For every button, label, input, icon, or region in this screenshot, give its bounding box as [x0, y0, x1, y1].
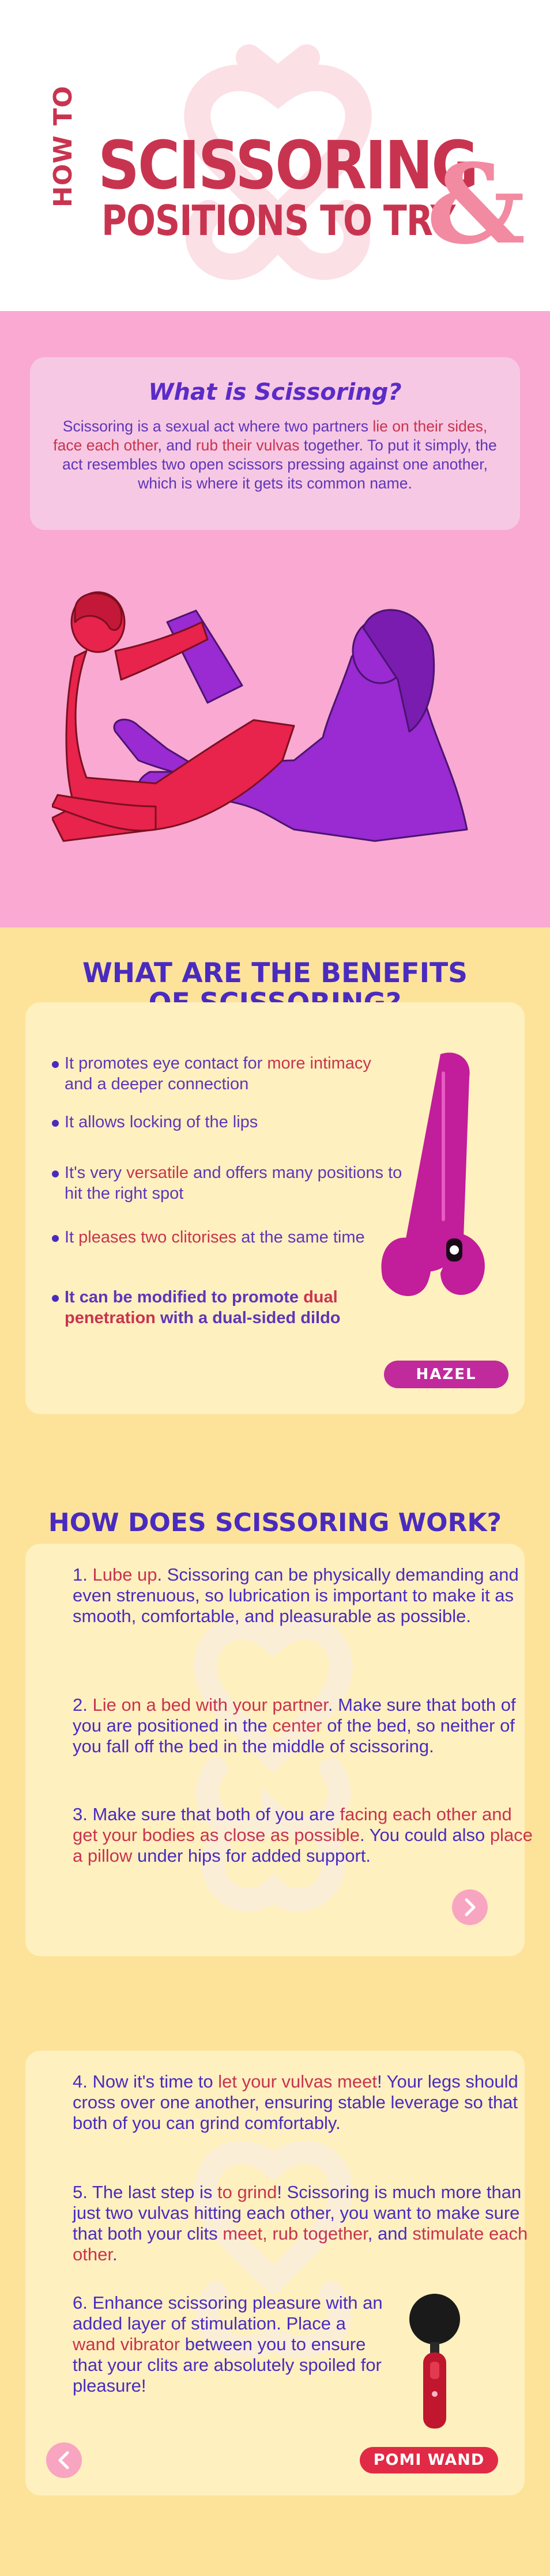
step-highlight: Lie on a bed with your partner [92, 1695, 328, 1715]
benefit-highlight: more intimacy [267, 1054, 371, 1073]
step-item [73, 1804, 534, 1866]
step-highlight: center [272, 1715, 322, 1736]
benefit-text: It's very [65, 1164, 127, 1182]
step-text: 3. Make sure that both of you are [73, 1804, 340, 1824]
pomi-wand-product-image [394, 2293, 475, 2431]
what-is-highlight-1: lie on their sides, face each other [53, 418, 488, 454]
step-highlight: meet, rub together [223, 2223, 368, 2244]
heart-knot-watermark-icon [169, 1596, 377, 1918]
next-button[interactable] [452, 1889, 488, 1925]
step-text: 6. Enhance scissoring pleasure with an added layer of stimulation. Place a [73, 2293, 383, 2333]
hazel-product-label[interactable]: HAZEL [384, 1361, 508, 1388]
benefit-text: It allows locking of the lips [65, 1113, 258, 1131]
bullet-dot-icon [52, 1170, 59, 1177]
what-is-text-3: together. To put it simply, the act resembles two open scissors pressing against one another, which is where it gets its common name. [62, 437, 497, 492]
step-text: . You could also [360, 1825, 490, 1845]
step-item [73, 2182, 534, 2265]
benefit-item [65, 1112, 387, 1132]
benefit-highlight: pleases two clitorises [78, 1228, 237, 1247]
step-text: 2. [73, 1695, 93, 1715]
benefit-text: It can be modified to promote [65, 1288, 304, 1306]
what-is-text-1: Scissoring is a sexual act where two partners [62, 418, 373, 435]
benefit-item [65, 1053, 387, 1094]
benefit-item [65, 1227, 387, 1248]
chevron-right-icon [452, 1889, 488, 1925]
benefit-text: It promotes eye contact for [65, 1054, 268, 1073]
what-is-section [0, 311, 550, 927]
step-text: , and [367, 2223, 413, 2244]
yellow-section [0, 927, 550, 2576]
benefit-text: and a deeper connection [65, 1075, 249, 1093]
hero-section [0, 0, 550, 311]
step-highlight: facing each other and get your bodies as close as possible [73, 1804, 512, 1845]
benefit-highlight: versatile [126, 1164, 189, 1182]
how-to-label: HOW TO [48, 85, 78, 207]
what-is-highlight-2: rub their vulvas [195, 437, 300, 454]
benefits-title-line-1: WHAT ARE THE BENEFITS [82, 957, 468, 989]
benefit-item [65, 1162, 410, 1204]
step-text: 4. Now it's time to [73, 2071, 219, 2092]
pomi-wand-product-label[interactable]: POMI WAND [360, 2447, 498, 2473]
step-text: ! Your legs should cross over one another, ensuring stable leverage so that both of you can grind comfortably. [73, 2071, 518, 2133]
bullet-dot-icon [52, 1120, 59, 1127]
benefit-text: at the same time [236, 1228, 365, 1247]
what-is-text [53, 417, 497, 493]
steps-card-2 [25, 2051, 528, 2495]
benefit-text: and offers many positions to hit the right spot [65, 1164, 402, 1203]
step-highlight: let your vulvas meet [218, 2071, 377, 2092]
step-highlight: wand vibrator [73, 2334, 180, 2354]
step-item [73, 2293, 384, 2396]
previous-button[interactable] [46, 2442, 82, 2478]
what-is-text-2: , and [157, 437, 196, 454]
benefits-card [25, 1002, 525, 1414]
step-item [73, 2071, 534, 2134]
step-highlight: Lube up [92, 1564, 157, 1585]
step-highlight: stimulate each other [73, 2223, 528, 2264]
step-item [73, 1695, 534, 1757]
title-line-2: POSITIONS TO TRY [101, 197, 455, 245]
benefit-text: with a dual-sided dildo [155, 1309, 341, 1327]
step-text: under hips for added support. [132, 1846, 371, 1866]
step-text: . [112, 2244, 118, 2264]
hazel-product-image [371, 1048, 498, 1313]
step-text: 5. The last step is [73, 2182, 217, 2202]
step-text: . Scissoring can be physically demanding and even strenuous, so lubrication is important to make it as smooth, comfortable, and pleasurable as possible. [73, 1564, 519, 1626]
how-works-card [25, 1544, 533, 1956]
chevron-left-icon [46, 2442, 82, 2478]
step-item [73, 1564, 534, 1627]
bullet-dot-icon [52, 1235, 59, 1242]
step-text: ! Scissoring is much more than just two vulvas hitting each other, you want to make sure that both your clits [73, 2182, 522, 2244]
what-is-card [30, 357, 520, 530]
how-works-title: HOW DOES SCISSORING WORK? [48, 1508, 502, 1537]
benefit-text: It [65, 1228, 79, 1247]
benefit-highlight: dual penetration [65, 1288, 338, 1327]
step-highlight: to grind [217, 2182, 277, 2202]
couple-illustration [52, 588, 496, 853]
what-is-title: What is Scissoring? [148, 379, 402, 406]
step-text: between you to ensure that your clits are absolutely spoiled for pleasure! [73, 2334, 382, 2396]
ampersand: & [427, 140, 526, 268]
benefit-item [65, 1287, 376, 1328]
step-text: of the bed, so neither of you fall off the bed in the middle of scissoring. [73, 1715, 515, 1756]
bullet-dot-icon [52, 1295, 59, 1302]
step-text: 1. [73, 1564, 93, 1585]
bullet-dot-icon [52, 1061, 59, 1068]
title-line-1: SCISSORING [98, 127, 477, 204]
step-highlight: place a pillow [73, 1825, 533, 1866]
step-text: . Make sure that both of you are positioned in the [73, 1695, 516, 1736]
